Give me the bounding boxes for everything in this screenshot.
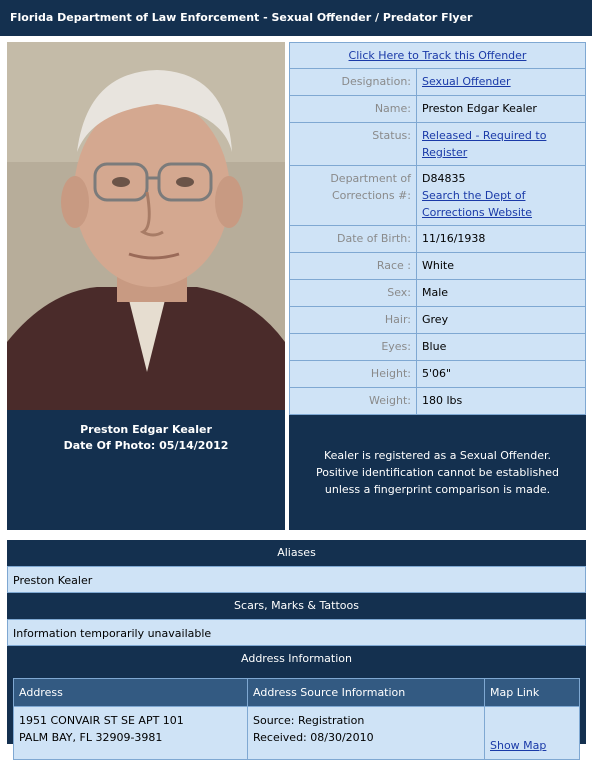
offender-photo	[7, 42, 285, 410]
weight-label: Weight:	[290, 388, 417, 415]
address-header: Address Information	[241, 652, 352, 665]
table-row	[14, 707, 580, 760]
track-offender-link[interactable]: Click Here to Track this Offender	[348, 49, 527, 62]
designation-link[interactable]: Sexual Offender	[422, 75, 511, 88]
scars-header: Scars, Marks & Tattoos	[234, 599, 359, 612]
sex-label: Sex:	[290, 280, 417, 307]
name-label: Name:	[290, 96, 417, 123]
eyes-value: Blue	[417, 334, 586, 361]
photo-caption	[7, 410, 285, 530]
map-column-header: Map Link	[485, 679, 580, 707]
aliases-header: Aliases	[277, 546, 316, 559]
photo-date: Date Of Photo: 05/14/2012	[63, 439, 229, 452]
name-value: Preston Edgar Kealer	[417, 96, 586, 123]
address-line-2: PALM BAY, FL 32909-3981	[19, 731, 163, 744]
identification-notice	[289, 415, 586, 530]
height-label: Height:	[290, 361, 417, 388]
aliases-value: Preston Kealer	[7, 566, 586, 593]
address-line-1: 1951 CONVAIR ST SE APT 101	[19, 714, 184, 727]
address-column-header: Address	[14, 679, 248, 707]
offender-details	[289, 42, 586, 415]
dob-value: 11/16/1938	[417, 226, 586, 253]
doc-label: Department of Corrections #:	[290, 166, 417, 226]
address-table	[13, 678, 580, 760]
weight-value: 180 lbs	[417, 388, 586, 415]
status-label: Status:	[290, 123, 417, 166]
page-title: Florida Department of Law Enforcement - Sexual Offender / Predator Flyer	[0, 0, 592, 36]
search-doc-link[interactable]: Search the Dept of Corrections Website	[422, 189, 532, 219]
status-link[interactable]: Released - Required to Register	[422, 129, 547, 159]
doc-number: D84835	[422, 172, 466, 185]
sex-value: Male	[417, 280, 586, 307]
race-label: Race :	[290, 253, 417, 280]
show-map-link[interactable]: Show Map	[490, 739, 547, 752]
address-source: Source: Registration	[253, 714, 365, 727]
height-value: 5'06"	[417, 361, 586, 388]
dob-label: Date of Birth:	[290, 226, 417, 253]
notice-line-2: Positive identification cannot be established unless a fingerprint comparison is made.	[316, 466, 559, 496]
address-received: Received: 08/30/2010	[253, 731, 374, 744]
track-cell	[290, 43, 586, 69]
source-column-header: Address Source Information	[248, 679, 485, 707]
additional-info-panel	[7, 540, 586, 752]
eyes-label: Eyes:	[290, 334, 417, 361]
notice-line-1: Kealer is registered as a Sexual Offender.	[324, 449, 551, 462]
designation-label: Designation:	[290, 69, 417, 96]
race-value: White	[417, 253, 586, 280]
hair-value: Grey	[417, 307, 586, 334]
photo-name: Preston Edgar Kealer	[80, 423, 212, 436]
hair-label: Hair:	[290, 307, 417, 334]
scars-value: Information temporarily unavailable	[7, 619, 586, 646]
